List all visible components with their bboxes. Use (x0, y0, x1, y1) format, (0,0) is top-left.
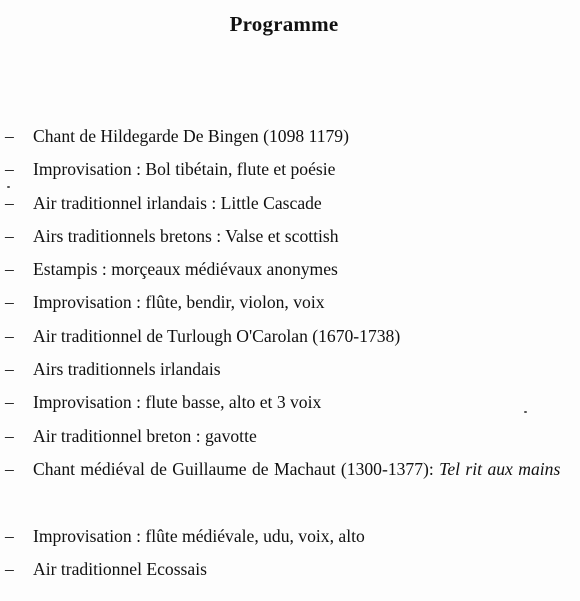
scan-speck (524, 411, 527, 413)
list-item-text: Air traditionnel breton : gavotte (33, 425, 257, 446)
bullet-dash: – (5, 558, 14, 579)
list-item-text: Improvisation : flûte, bendir, violon, voix (33, 292, 325, 313)
list-item (0, 520, 580, 553)
bullet-dash: – (5, 225, 14, 246)
work-title: Tel rit aux mains (439, 458, 561, 479)
list-item-text: Air traditionnel Ecossais (33, 558, 207, 579)
list-item-text (33, 453, 568, 486)
list-item-text: Improvisation : flute basse, alto et 3 voix (33, 392, 322, 413)
bullet-dash: – (5, 192, 14, 213)
list-item (0, 553, 580, 586)
list-item-text: Airs traditionnels bretons : Valse et scottish (33, 225, 339, 246)
bullet-dash: – (5, 259, 14, 280)
list-item (0, 187, 580, 220)
list-item-text: Air traditionnel de Turlough O'Carolan (1670-1738) (33, 325, 401, 346)
list-item (0, 386, 580, 419)
list-item-text: Improvisation : Bol tibétain, flute et poésie (33, 159, 336, 180)
list-item (0, 286, 580, 319)
page-title: Programme (229, 12, 339, 36)
list-item (0, 153, 580, 186)
list-item (0, 120, 580, 153)
bullet-dash: – (5, 292, 14, 313)
bullet-dash: – (5, 525, 14, 546)
list-item-text: Airs traditionnels irlandais (33, 359, 221, 380)
bullet-dash: – (5, 458, 14, 479)
list-item-main-text: Chant médiéval de Guillaume de Machaut (1300-1377): (33, 458, 440, 479)
bullet-dash: – (5, 126, 14, 146)
list-item (0, 353, 580, 386)
list-item-text: Estampis : morçeaux médiévaux anonymes (33, 259, 338, 280)
list-item-text: Air traditionnel irlandais : Little Cascade (33, 192, 322, 213)
bullet-dash: – (5, 392, 14, 413)
bullet-dash: – (5, 159, 14, 180)
list-item (0, 220, 580, 253)
list-item (0, 320, 580, 353)
list-item-text: Improvisation : flûte médiévale, udu, voix, alto (33, 525, 365, 546)
scan-speck (7, 186, 10, 188)
list-item (0, 420, 580, 453)
bullet-dash: – (5, 425, 14, 446)
bullet-dash: – (5, 359, 14, 380)
list-item (0, 253, 580, 286)
programme-list (0, 120, 580, 586)
bullet-dash: – (5, 325, 14, 346)
list-item (0, 453, 580, 520)
list-item-text: Chant de Hildegarde De Bingen (1098 1179) (33, 126, 349, 146)
